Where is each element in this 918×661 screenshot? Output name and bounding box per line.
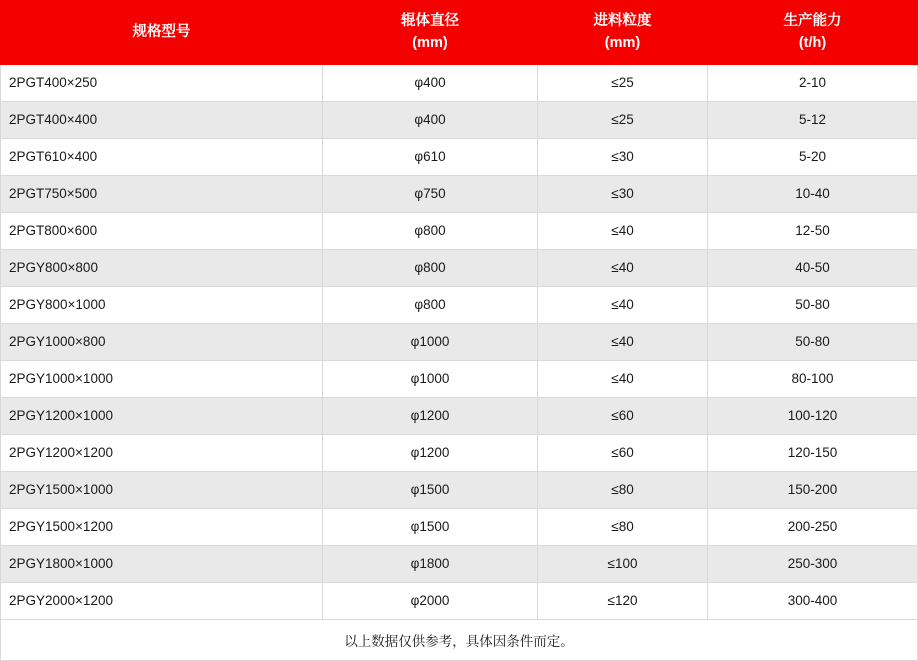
cell-roller-diameter: φ400 xyxy=(323,101,538,138)
cell-roller-diameter: φ1000 xyxy=(323,323,538,360)
cell-capacity: 300-400 xyxy=(708,582,918,619)
table-row xyxy=(1,434,918,471)
cell-capacity: 50-80 xyxy=(708,323,918,360)
cell-capacity: 120-150 xyxy=(708,434,918,471)
cell-roller-diameter: φ1200 xyxy=(323,434,538,471)
table-row xyxy=(1,471,918,508)
table-body xyxy=(1,64,918,619)
cell-model: 2PGY1200×1000 xyxy=(1,397,323,434)
cell-capacity: 50-80 xyxy=(708,286,918,323)
column-header-roller-diameter-line-2: (mm) xyxy=(412,35,448,52)
table-footer-row xyxy=(1,619,918,660)
cell-model: 2PGT400×250 xyxy=(1,64,323,101)
table-row xyxy=(1,212,918,249)
cell-roller-diameter: φ1800 xyxy=(323,545,538,582)
cell-capacity: 2-10 xyxy=(708,64,918,101)
cell-capacity: 40-50 xyxy=(708,249,918,286)
column-header-feed-size-line-2: (mm) xyxy=(604,35,641,52)
cell-roller-diameter: φ1500 xyxy=(323,508,538,545)
cell-feed-size: ≤30 xyxy=(538,175,708,212)
cell-feed-size: ≤40 xyxy=(538,286,708,323)
table-row xyxy=(1,360,918,397)
column-header-capacity xyxy=(708,1,918,65)
cell-model: 2PGY1800×1000 xyxy=(1,545,323,582)
cell-model: 2PGT800×600 xyxy=(1,212,323,249)
column-header-roller-diameter-line-1: 辊体直径 xyxy=(401,13,459,29)
table-row xyxy=(1,397,918,434)
cell-roller-diameter: φ1000 xyxy=(323,360,538,397)
cell-model: 2PGY1000×800 xyxy=(1,323,323,360)
cell-feed-size: ≤80 xyxy=(538,508,708,545)
cell-capacity: 80-100 xyxy=(708,360,918,397)
cell-model: 2PGY1000×1000 xyxy=(1,360,323,397)
cell-capacity: 250-300 xyxy=(708,545,918,582)
table-header-row xyxy=(1,1,918,65)
cell-capacity: 150-200 xyxy=(708,471,918,508)
cell-roller-diameter: φ800 xyxy=(323,249,538,286)
column-header-capacity-line-2: (t/h) xyxy=(798,35,827,52)
cell-model: 2PGY2000×1200 xyxy=(1,582,323,619)
cell-capacity: 5-12 xyxy=(708,101,918,138)
cell-model: 2PGT400×400 xyxy=(1,101,323,138)
cell-roller-diameter: φ800 xyxy=(323,286,538,323)
table-footer xyxy=(1,619,918,660)
table-row xyxy=(1,508,918,545)
table-row xyxy=(1,323,918,360)
table-row xyxy=(1,64,918,101)
cell-roller-diameter: φ610 xyxy=(323,138,538,175)
cell-capacity: 100-120 xyxy=(708,397,918,434)
column-header-model-line-1: 规格型号 xyxy=(132,24,191,41)
table-row xyxy=(1,286,918,323)
cell-model: 2PGY800×1000 xyxy=(1,286,323,323)
cell-feed-size: ≤40 xyxy=(538,212,708,249)
cell-model: 2PGY1200×1200 xyxy=(1,434,323,471)
cell-feed-size: ≤40 xyxy=(538,249,708,286)
table-row xyxy=(1,101,918,138)
cell-feed-size: ≤60 xyxy=(538,397,708,434)
cell-roller-diameter: φ1200 xyxy=(323,397,538,434)
cell-model: 2PGT610×400 xyxy=(1,138,323,175)
cell-model: 2PGY1500×1000 xyxy=(1,471,323,508)
column-header-model xyxy=(1,1,323,65)
column-header-capacity-line-1: 生产能力 xyxy=(783,13,842,29)
cell-feed-size: ≤60 xyxy=(538,434,708,471)
cell-feed-size: ≤120 xyxy=(538,582,708,619)
cell-model: 2PGY800×800 xyxy=(1,249,323,286)
cell-roller-diameter: φ800 xyxy=(323,212,538,249)
cell-feed-size: ≤40 xyxy=(538,323,708,360)
table-row xyxy=(1,138,918,175)
table-row xyxy=(1,249,918,286)
table-row xyxy=(1,545,918,582)
cell-model: 2PGY1500×1200 xyxy=(1,508,323,545)
cell-roller-diameter: φ400 xyxy=(323,64,538,101)
cell-feed-size: ≤100 xyxy=(538,545,708,582)
cell-feed-size: ≤30 xyxy=(538,138,708,175)
cell-feed-size: ≤25 xyxy=(538,101,708,138)
cell-capacity: 10-40 xyxy=(708,175,918,212)
cell-capacity: 12-50 xyxy=(708,212,918,249)
table-header xyxy=(1,1,918,65)
column-header-feed-size-line-1: 进料粒度 xyxy=(593,13,652,29)
cell-capacity: 200-250 xyxy=(708,508,918,545)
cell-model: 2PGT750×500 xyxy=(1,175,323,212)
table-row xyxy=(1,175,918,212)
cell-capacity: 5-20 xyxy=(708,138,918,175)
cell-feed-size: ≤25 xyxy=(538,64,708,101)
footer-note: 以上数据仅供参考，具体因条件而定。 xyxy=(1,619,918,660)
table-row xyxy=(1,582,918,619)
cell-roller-diameter: φ2000 xyxy=(323,582,538,619)
cell-feed-size: ≤80 xyxy=(538,471,708,508)
column-header-feed-size xyxy=(538,1,708,65)
cell-roller-diameter: φ1500 xyxy=(323,471,538,508)
cell-feed-size: ≤40 xyxy=(538,360,708,397)
cell-roller-diameter: φ750 xyxy=(323,175,538,212)
column-header-roller-diameter xyxy=(323,1,538,65)
